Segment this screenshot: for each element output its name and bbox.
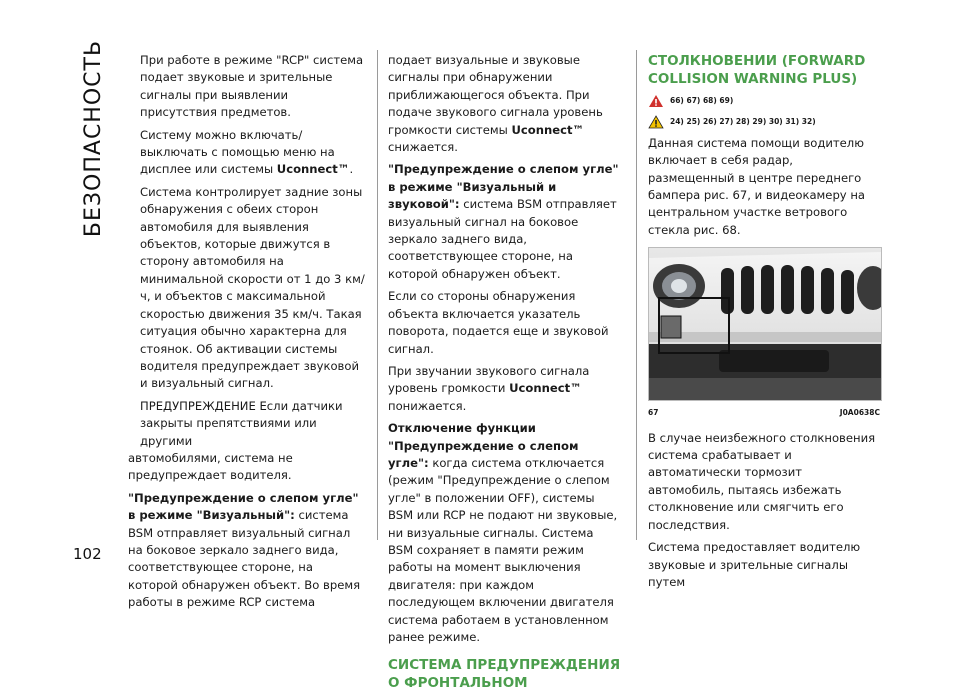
section-title xyxy=(64,38,124,238)
column-divider-left xyxy=(377,50,378,540)
figure-number: 67 xyxy=(648,408,659,418)
section-heading: СИСТЕМА ПРЕДУПРЕЖДЕНИЯ О ФРОНТАЛЬНОМ xyxy=(388,657,621,692)
warning-note: ПРЕДУПРЕЖДЕНИЕ Если датчики закрыты препятствиями или другими xyxy=(140,398,343,448)
caution-refs xyxy=(648,113,880,130)
paragraph: Система контролирует задние зоны обнаружения с обеих сторон автомобиля для выявления объектов, которые движутся в сторону автомобиля на минимальной скорости от 1 до 3 км/ч, и объектов с максимальной скоростью движения 35 км/ч. Такая ситуация обычно характерна для стоянок. Об активации системы водителя предупреждает звуковой и визуальный сигнал. xyxy=(140,184,365,391)
warning-refs xyxy=(648,92,880,109)
paragraph: Данная система помощи водителю включает в себя радар, размещенный в центре переднего бампера рис. 67, и видеокамеру на центральном участке ветрового стекла рис. 68. xyxy=(648,135,866,237)
paragraph: Система предоставляет водителю звуковые и зрительные сигналы путем xyxy=(648,540,861,589)
figure-caption xyxy=(648,404,880,421)
paragraph: Отключение функции "Предупреждение о слепом угле": когда система отключается (режим "Предупреждение о слепом угле" в положении OFF), системы BSM или RCP не подают ни звуковые, ни визуальные сигналы. Система BSM сохраняет в памяти режим работы на момент выключения двигателя: при каждом последующем включении двигателя система работаем в установленном ранее режиме. xyxy=(388,421,618,644)
paragraph: При работе в режиме "RCP" система подает звуковые и зрительные сигналы при выявлении присутствия предметов. xyxy=(140,53,364,120)
warning-refs-text: 66) 67) 68) 69) xyxy=(670,96,734,105)
paragraph: подает визуальные и звуковые сигналы при обнаружении приближающегося объекта. При подаче звукового сигнала уровень громкости системы Uconnect™ снижается. xyxy=(388,53,603,155)
paragraph: "Предупреждение о слепом угле" в режиме "Визуальный и звуковой": система BSM отправляет визуальный сигнал на боковое зеркало заднего вида, соответствующее стороне, на которой обнаружен объект. xyxy=(388,162,619,281)
column-2 xyxy=(388,52,622,696)
figure-front-bumper xyxy=(648,247,882,401)
car-front-illustration xyxy=(649,248,881,400)
paragraph: Если со стороны обнаружения объекта включается указатель поворота, подается еще и звуковой сигнал. xyxy=(388,289,609,356)
section-title-text: БЕЗОПАСНОСТЬ xyxy=(81,39,107,237)
paragraph: В случае неизбежного столкновения система срабатывает и автоматически тормозит автомобиль, пытаясь избежать столкновение или смягчить его последствия. xyxy=(648,430,876,532)
warning-triangle-yellow-icon xyxy=(648,115,664,129)
paragraph: При звучании звукового сигнала уровень громкости Uconnect™ понижается. xyxy=(388,363,590,413)
paragraph: Систему можно включать/выключать с помощью меню на дисплее или системы Uconnect™. xyxy=(140,127,354,177)
page-number: 102 xyxy=(73,545,102,563)
column-1 xyxy=(128,52,366,617)
warning-triangle-red-icon xyxy=(648,94,664,108)
column-divider-right xyxy=(636,50,637,540)
caution-refs-text: 24) 25) 26) 27) 28) 29) 30) 31) 32) xyxy=(670,117,816,127)
column-3 xyxy=(648,52,880,596)
paragraph: "Предупреждение о слепом угле" в режиме "Визуальный": система BSM отправляет визуальный сигнал на боковое зеркало заднего вида, соответствующее стороне, на которой обнаружен объект. Во время работы в режиме RCP система xyxy=(128,490,361,610)
warning-note-cont: автомобилями, система не предупреждает водителя. xyxy=(128,450,293,483)
figure-code: J0A0638C xyxy=(839,408,880,418)
section-heading-cont: СТОЛКНОВЕНИИ (FORWARD COLLISION WARNING PLUS) xyxy=(648,53,866,87)
